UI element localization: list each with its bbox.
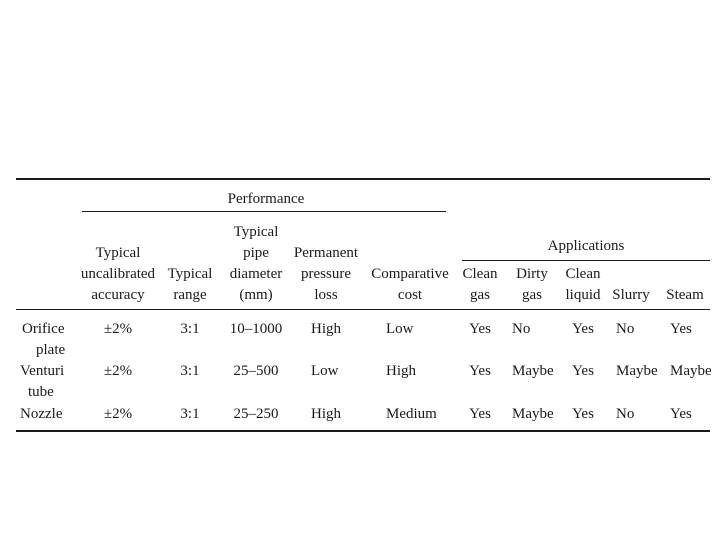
cell-clean-gas: Yes <box>469 406 491 422</box>
cell-clean-gas: Yes <box>469 363 491 379</box>
cell-clean-gas: Yes <box>469 321 491 337</box>
cell-range: 3:1 <box>180 321 200 337</box>
column-header-accuracy: Typical uncalibrated accuracy <box>80 245 156 303</box>
applications-group-header: Applications <box>547 238 625 254</box>
column-header-diameter: Typical pipe diameter (mm) <box>229 224 283 303</box>
cell-clean-liquid: Yes <box>572 406 594 422</box>
column-header-pressure-loss: Permanent pressure loss <box>293 245 359 303</box>
cell-diameter: 10–1000 <box>229 321 283 337</box>
cell-pressure-loss: High <box>311 321 341 337</box>
column-header-clean-liquid: Clean liquid <box>565 266 601 303</box>
cell-clean-liquid: Yes <box>572 321 594 337</box>
cell-dirty-gas: No <box>512 321 531 337</box>
cell-steam: Yes <box>670 321 692 337</box>
column-header-steam: Steam <box>666 287 704 303</box>
column-header-cost: Comparative cost <box>371 266 449 303</box>
row-label: Orifice plate <box>22 321 66 358</box>
cell-pressure-loss: Low <box>311 363 339 379</box>
cell-dirty-gas: Maybe <box>512 363 554 379</box>
cell-slurry: No <box>616 321 635 337</box>
row-label: Nozzle <box>20 406 63 422</box>
cell-accuracy: ±2% <box>103 406 133 422</box>
cell-range: 3:1 <box>180 363 200 379</box>
cell-range: 3:1 <box>180 406 200 422</box>
cell-steam: Maybe <box>670 363 712 379</box>
cell-dirty-gas: Maybe <box>512 406 554 422</box>
applications-group-rule <box>462 260 710 261</box>
table-top-rule <box>16 178 710 180</box>
column-header-dirty-gas: Dirty gas <box>516 266 548 303</box>
cell-slurry: Maybe <box>616 363 658 379</box>
header-bottom-rule <box>16 309 710 310</box>
column-header-clean-gas: Clean gas <box>462 266 498 303</box>
cell-cost: Low <box>386 321 414 337</box>
cell-clean-liquid: Yes <box>572 363 594 379</box>
table-bottom-rule <box>16 430 710 432</box>
performance-group-header: Performance <box>227 191 305 207</box>
cell-diameter: 25–500 <box>233 363 279 379</box>
cell-accuracy: ±2% <box>103 321 133 337</box>
cell-pressure-loss: High <box>311 406 341 422</box>
column-header-slurry: Slurry <box>612 287 650 303</box>
cell-cost: High <box>386 363 416 379</box>
cell-diameter: 25–250 <box>233 406 279 422</box>
row-label: Venturi tube <box>20 363 65 400</box>
cell-cost: Medium <box>386 406 437 422</box>
flowmeter-comparison-table <box>16 178 710 434</box>
cell-steam: Yes <box>670 406 692 422</box>
cell-accuracy: ±2% <box>103 363 133 379</box>
column-header-range: Typical range <box>167 266 213 303</box>
cell-slurry: No <box>616 406 635 422</box>
performance-group-rule <box>82 211 446 212</box>
